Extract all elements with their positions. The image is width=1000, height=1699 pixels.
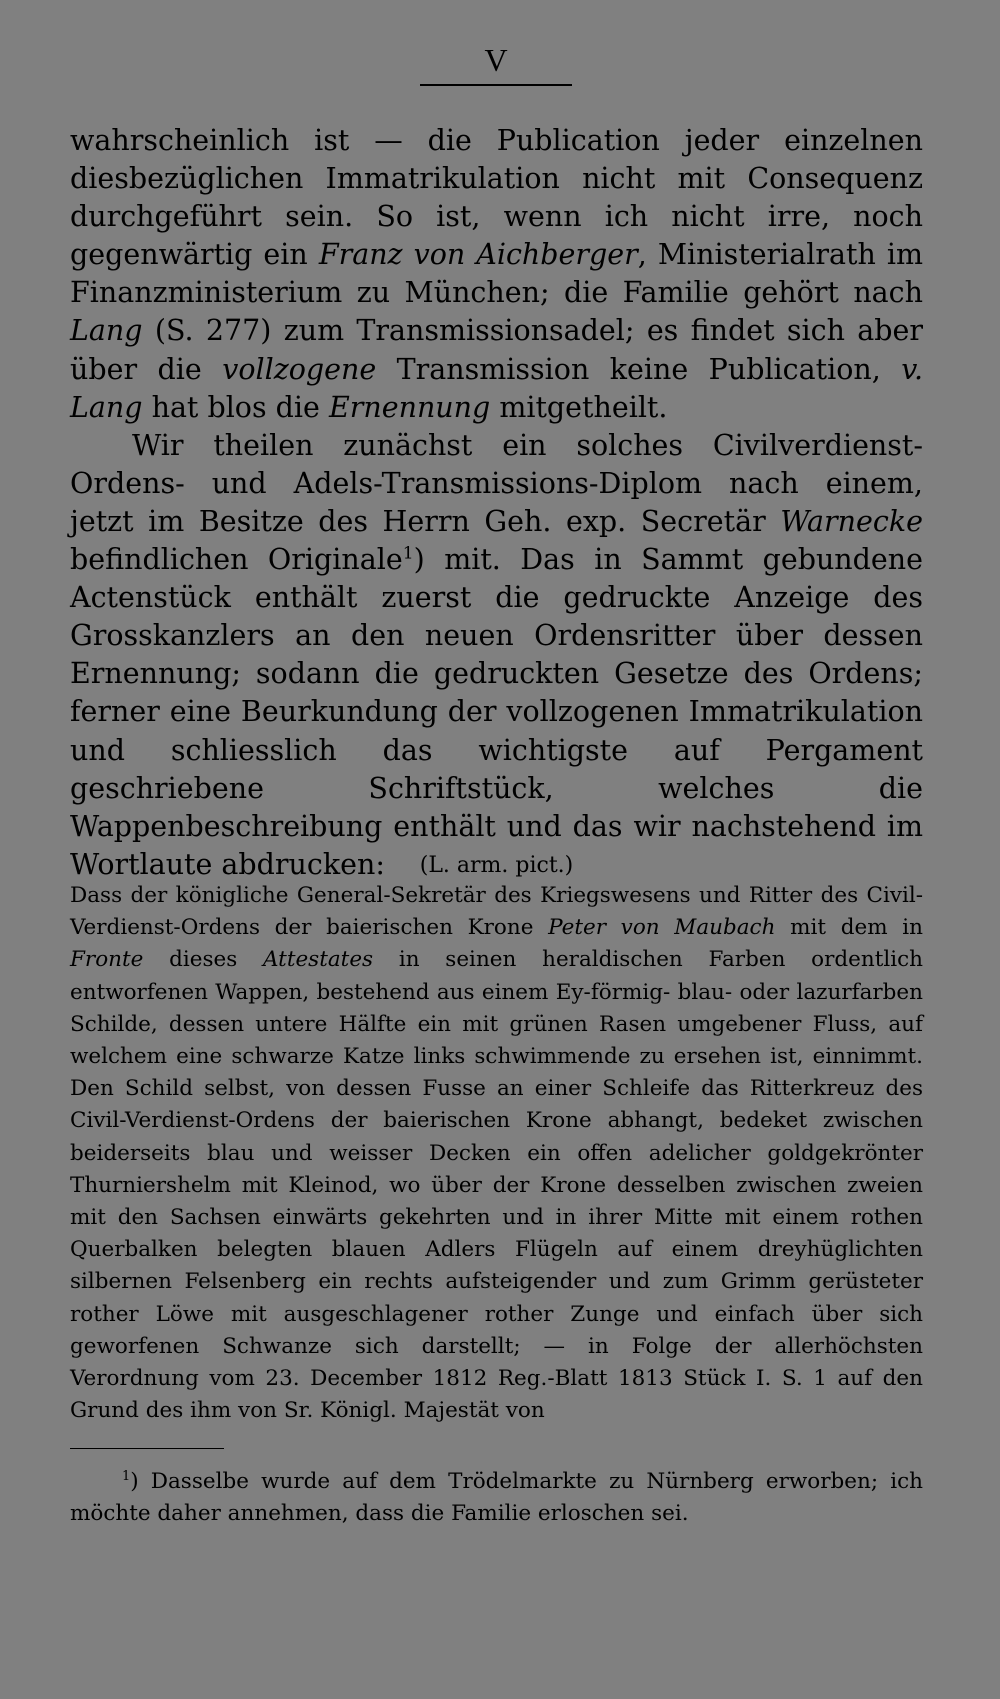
text-run: , Ministerialrath im Finanzministerium zu München; die Familie gehört nach: [70, 238, 923, 310]
text-run: dieses: [143, 947, 264, 973]
footnote: [70, 1466, 923, 1530]
text-run: hat blos die: [142, 390, 329, 424]
text-run: befindlichen Originale: [70, 543, 403, 577]
text-run: mit dem in: [775, 915, 923, 941]
caption-arms-depicted: (L. arm. pict.): [419, 853, 574, 878]
footnote-marker: 1: [402, 543, 414, 564]
quote-paragraph: [70, 880, 923, 1427]
footnote-rule: [70, 1448, 224, 1449]
text-run: wahrscheinlich ist — die Publication jeder einzelnen diesbezüglichen Immatrikulation nicht mit Consequenz durchgeführt sein. So ist, wenn ich nicht irre, noch gegenwärtig ein: [70, 124, 923, 272]
italic-text-run: Lang: [70, 314, 143, 348]
body-paragraph: [70, 427, 923, 884]
italic-text-run: Fronte: [70, 947, 144, 973]
text-run: (S. 277) zum Transmissionsadel; es findet sich aber über die: [70, 314, 923, 386]
body-paragraph: [70, 122, 923, 427]
text-run: Wir theilen zunächst ein solches Civilverdienst-Ordens- und Adels-Transmissions-Diplom nach einem, jetzt im Besitze des Herrn Geh. exp. Secretär: [70, 428, 923, 538]
text-run: Transmission keine Publication,: [376, 352, 902, 386]
italic-text-run: Franz von Aichberger: [318, 238, 638, 272]
text-run: ) Dasselbe wurde auf dem Trödelmarkte zu Nürnberg erworben; ich möchte daher annehmen, dass die Familie erloschen sei.: [70, 1469, 923, 1526]
text-run: ) mit. Das in Sammt gebundene Actenstück enthält zuerst die gedruckte Anzeige des Grosskanzlers an den neuen Ordensritter über dessen Ernennung; sodann die gedruckten Gesetze des Ordens; ferner eine Beurkundung der vollzogenen Immatrikulation und schliesslich das wichtigste auf Pergament geschriebene Schriftstück, welches die Wappenbeschreibung enthält und das wir nachstehend im Wortlaute abdrucken:: [70, 543, 923, 881]
footnote-text: [70, 1466, 923, 1530]
text-run: Dass der königliche General-Sekretär des Kriegswesens und Ritter des Civil-Verdienst-Ordens der baierischen Krone: [70, 883, 923, 941]
page-number-rule: [420, 84, 572, 86]
page-number: V: [484, 42, 508, 78]
italic-text-run: v. Lang: [70, 352, 923, 424]
italic-text-run: vollzogene: [222, 352, 377, 386]
italic-text-run: Warnecke: [780, 504, 923, 538]
body-text: [70, 122, 923, 884]
italic-text-run: Ernennung: [328, 390, 491, 424]
quoted-document: [70, 880, 923, 1427]
italic-text-run: Attestates: [263, 947, 374, 973]
italic-text-run: Peter von Maubach: [548, 915, 776, 941]
text-run: mitgetheilt.: [490, 390, 668, 424]
text-run: in seinen heraldischen Farben ordentlich entworfenen Wappen, bestehend aus einem Ey-förmig- blau- oder lazurfarben Schilde, dessen untere Hälfte ein mit grünen Rasen umgebener Fluss, auf welchem eine schwarze Katze links schwimmende zu ersehen ist, einnimmt. Den Schild selbst, von dessen Fusse an einer Schleife das Ritterkreuz des Civil-Verdienst-Ordens der baierischen Krone abhangt, bedeket zwischen beiderseits blau und weisser Decken ein offen adelicher goldgekrönter Thurniershelm mit Kleinod, wo über der Krone desselben zwischen zweien mit den Sachsen einwärts gekehrten und in ihrer Mitte mit einem rothen Querbalken belegten blauen Adlers Flügeln auf einem dreyhüglichten silbernen Felsenberg ein rechts aufsteigender und zum Grimm gerüsteter rother Löwe mit ausgeschlagener rother Zunge und einfach über sich geworfenen Schwanze sich darstellt; — in Folge der allerhöchsten Verordnung vom 23. December 1812 Reg.-Blatt 1813 Stück I. S. 1 auf den Grund des ihm von Sr. Königl. Majestät von: [70, 947, 924, 1424]
footnote-marker: 1: [122, 1468, 131, 1484]
